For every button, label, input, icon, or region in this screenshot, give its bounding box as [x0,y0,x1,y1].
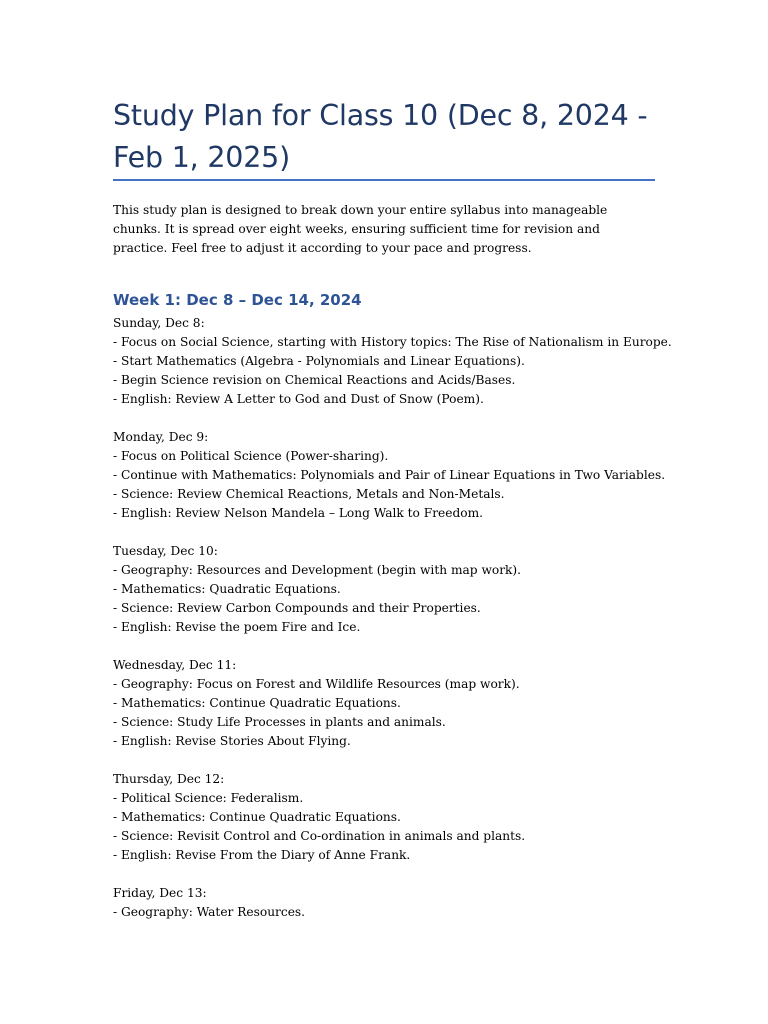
task-item: - Science: Review Chemical Reactions, Metals and Non-Metals. [113,487,505,501]
title-divider [113,179,655,181]
task-item: - English: Revise the poem Fire and Ice. [113,620,361,634]
task-item: - English: Review A Letter to God and Dust of Snow (Poem). [113,392,484,406]
week-1-heading: Week 1: Dec 8 – Dec 14, 2024 [113,291,362,309]
task-item: - Begin Science revision on Chemical Reactions and Acids/Bases. [113,373,516,387]
day-label: Sunday, Dec 8: [113,316,205,330]
task-item: - Mathematics: Quadratic Equations. [113,582,341,596]
task-item: - Focus on Social Science, starting with History topics: The Rise of Nationalism in Europe. [113,335,672,349]
task-item: - Start Mathematics (Algebra - Polynomials and Linear Equations). [113,354,525,368]
task-item: - Geography: Water Resources. [113,905,306,919]
intro-paragraph: This study plan is designed to break down your entire syllabus into manageable chunks. It is spread over eight weeks, ensuring sufficient time for revision and practice. Feel free to adjust it according to your pace and progress. [113,203,608,255]
day-block-sunday [113,314,713,409]
task-item: - English: Revise Stories About Flying. [113,734,351,748]
task-item: - Geography: Resources and Development (begin with map work). [113,563,522,577]
day-label: Friday, Dec 13: [113,886,207,900]
day-block-tuesday [113,542,713,637]
task-item: - English: Revise From the Diary of Anne Frank. [113,848,411,862]
day-block-wednesday [113,656,713,751]
document-title: Study Plan for Class 10 (Dec 8, 2024 - Feb 1, 2025) [113,99,648,174]
task-item: - Mathematics: Continue Quadratic Equations. [113,696,401,710]
task-item: - Continue with Mathematics: Polynomials and Pair of Linear Equations in Two Variables. [113,468,666,482]
task-item: - Focus on Political Science (Power-sharing). [113,449,389,463]
task-item: - Science: Study Life Processes in plants and animals. [113,715,446,729]
day-block-friday [113,884,713,922]
task-item: - Geography: Focus on Forest and Wildlife Resources (map work). [113,677,520,691]
day-block-monday [113,428,713,523]
day-block-thursday [113,770,713,865]
day-label: Tuesday, Dec 10: [113,544,218,558]
task-item: - Science: Review Carbon Compounds and their Properties. [113,601,481,615]
task-item: - Science: Revisit Control and Co-ordination in animals and plants. [113,829,526,843]
day-label: Wednesday, Dec 11: [113,658,237,672]
day-label: Thursday, Dec 12: [113,772,225,786]
task-item: - Political Science: Federalism. [113,791,304,805]
day-label: Monday, Dec 9: [113,430,209,444]
task-item: - English: Review Nelson Mandela – Long Walk to Freedom. [113,506,484,520]
task-item: - Mathematics: Continue Quadratic Equations. [113,810,401,824]
week-1-schedule [113,314,713,941]
